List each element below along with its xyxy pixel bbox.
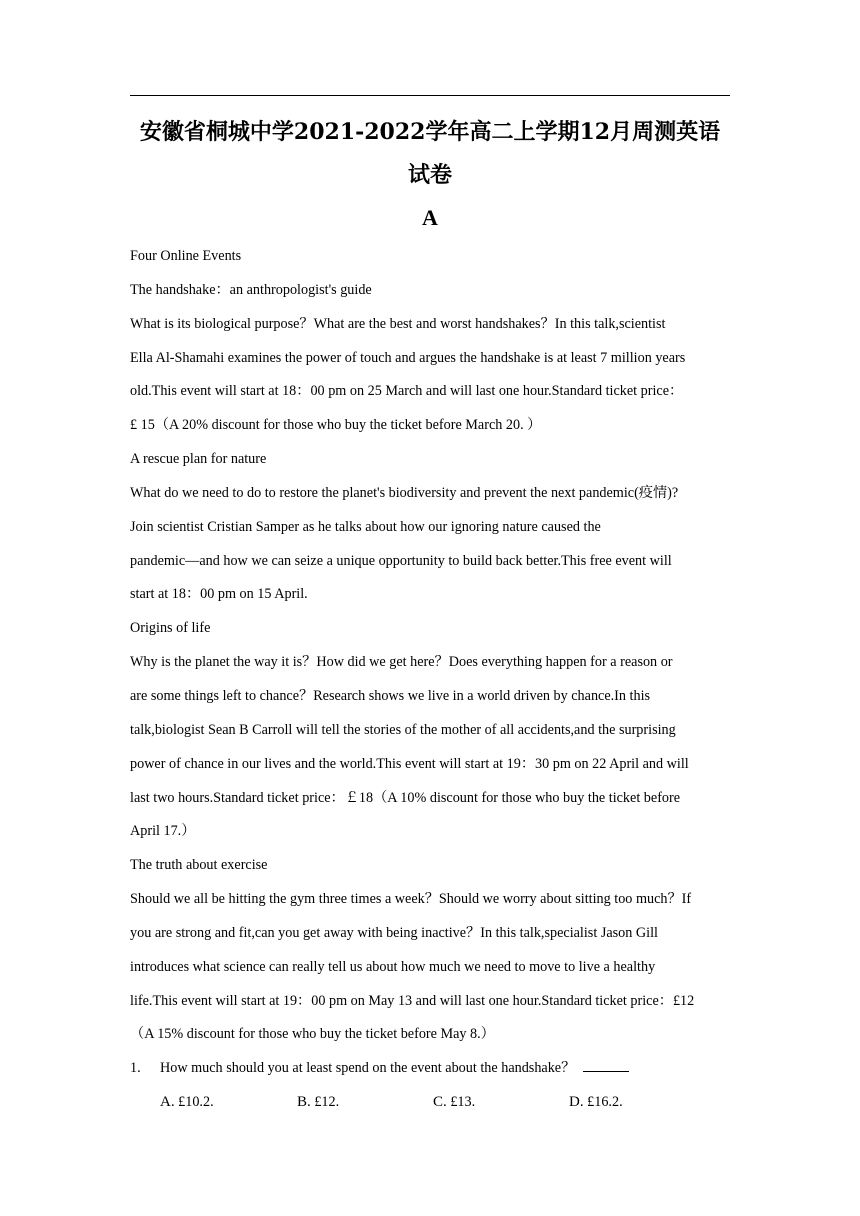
section-label: A [422, 205, 438, 230]
event-title: Origins of life [130, 620, 211, 637]
passage-line: are some things left to chance？Research shows we live in a world driven by chance.In this [130, 687, 651, 704]
passage-line: （A 15% discount for those who buy the ticket before May 8.） [130, 1026, 495, 1043]
option-text: £10.2. [174, 1094, 214, 1110]
passage-line: Why is the planet the way it is？How did we get here？Does everything happen for a reason or [130, 654, 673, 671]
event-title: A rescue plan for nature [130, 451, 267, 468]
option-a[interactable] [160, 1091, 214, 1113]
question-1 [130, 1057, 629, 1079]
passage-line: you are strong and fit,can you get away with being inactive？In this talk,specialist Jason Gill [130, 924, 658, 941]
passage-line: Should we all be hitting the gym three times a week？Should we worry about sitting too much？If [130, 891, 692, 908]
option-c[interactable] [433, 1091, 475, 1113]
option-text: £12. [310, 1094, 340, 1110]
option-letter: D. [569, 1094, 584, 1110]
option-letter: A. [160, 1094, 175, 1110]
passage-line: power of chance in our lives and the world.This event will start at 19：30 pm on 22 April and will [130, 755, 689, 772]
passage-line: Ella Al-Shamahi examines the power of touch and argues the handshake is at least 7 million years [130, 349, 686, 366]
option-text: £16.2. [583, 1094, 623, 1110]
passage-line: pandemic—and how we can seize a unique opportunity to build back better.This free event will [130, 552, 672, 569]
option-b[interactable] [297, 1091, 339, 1113]
option-letter: B. [297, 1094, 311, 1110]
passage-line: What do we need to do to restore the planet's biodiversity and prevent the next pandemic(疫情)? [130, 484, 679, 501]
option-letter: C. [433, 1094, 447, 1110]
question-number: 1. [130, 1060, 141, 1076]
passage [130, 245, 740, 1057]
event-title: The truth about exercise [130, 857, 268, 874]
page-title-continued: 试卷 [407, 162, 452, 188]
passage-line: start at 18：00 pm on 15 April. [130, 586, 308, 603]
passage-line: Join scientist Cristian Samper as he talks about how our ignoring nature caused the [130, 518, 601, 535]
passage-line: £ 15（A 20% discount for those who buy the ticket before March 20. ） [130, 417, 542, 434]
option-text: £13. [446, 1094, 476, 1110]
event-title: The handshake：an anthropologist's guide [130, 281, 372, 298]
option-d[interactable] [569, 1091, 623, 1113]
passage-line: life.This event will start at 19：00 pm on May 13 and will last one hour.Standard ticket price：£12 [130, 992, 695, 1009]
passage-heading: Four Online Events [130, 248, 242, 264]
page-title: 安徽省桐城中学2021-2022学年高二上学期12月周测英语 [139, 119, 721, 145]
passage-line: April 17.） [130, 823, 196, 840]
passage-line: last two hours.Standard ticket price：￡18（A 10% discount for those who buy the ticket before [130, 789, 681, 806]
passage-line: talk,biologist Sean B Carroll will tell the stories of the mother of all accidents,and the surprising [130, 721, 676, 738]
question-text: How much should you at least spend on the event about the handshake？ [160, 1060, 576, 1076]
passage-line: What is its biological purpose？What are the best and worst handshakes？In this talk,scientist [130, 315, 666, 332]
passage-line: introduces what science can really tell us about how much we need to move to live a healthy [130, 958, 656, 975]
answer-blank[interactable] [583, 1057, 629, 1072]
header-rule [130, 95, 730, 96]
passage-line: old.This event will start at 18：00 pm on 25 March and will last one hour.Standard ticket price： [130, 383, 684, 400]
